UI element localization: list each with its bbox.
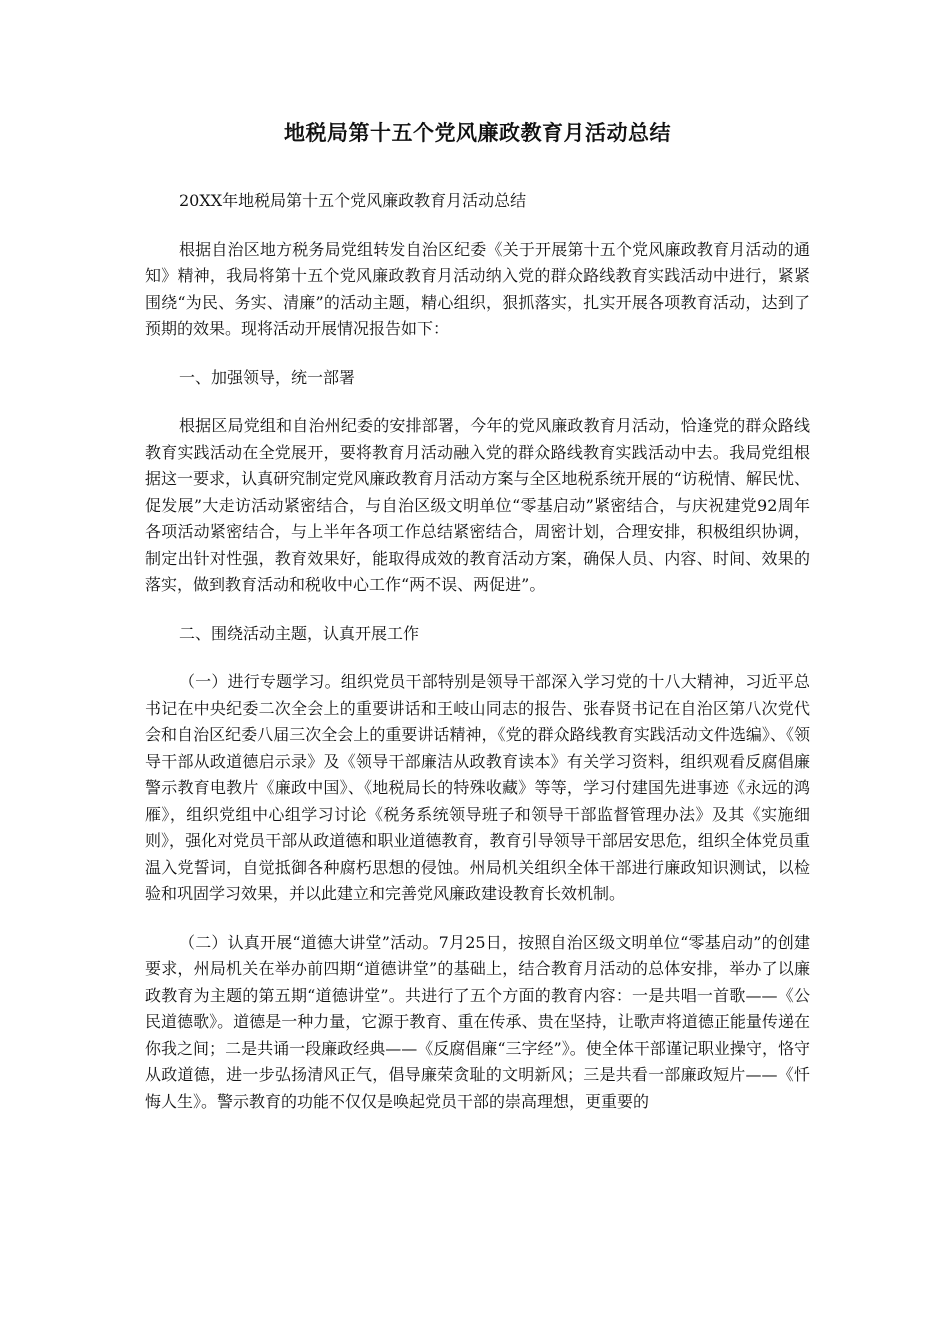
section-1-paragraph: 根据区局党组和自治州纪委的安排部署，今年的党风廉政教育月活动，恰逢党的群众路线教育实践活动在全党展开，要将教育月活动融入党的群众路线教育实践活动中去。我局党组根据这一要求，认真研究制定党风廉政教育月活动方案与全区地税系统开展的“访税情、解民忧、促发展”大走访活动紧密结合，与自治区级文明单位“零基启动”紧密结合，与庆祝建党92周年各项活动紧密结合，与上半年各项工作总结紧密结合，周密计划，合理安排，积极组织协调，制定出针对性强，教育效果好，能取得成效的教育活动方案，确保人员、内容、时间、效果的落实，做到教育活动和税收中心工作“两不误、两促进”。 [145, 416, 810, 594]
intro-paragraph: 根据自治区地方税务局党组转发自治区纪委《关于开展第十五个党风廉政教育月活动的通知》精神，我局将第十五个党风廉政教育月活动纳入党的群众路线教育实践活动中进行，紧紧围绕“为民、务实、清廉”的活动主题，精心组织，狠抓落实，扎实开展各项教育活动，达到了预期的效果。现将活动开展情况报告如下： [145, 239, 810, 338]
section-heading-2: 二、围绕活动主题，认真开展工作 [179, 623, 420, 643]
subtitle-paragraph: 20XX年地税局第十五个党风廉政教育月活动总结 [179, 191, 527, 210]
section-2-item-2-paragraph: （二）认真开展“道德大讲堂”活动。7月25日，按照自治区级文明单位“零基启动”的创建要求，州局机关在举办前四期“道德讲堂”的基础上，结合教育月活动的总体安排，举办了以廉政教育为主题的第五期“道德讲堂”。共进行了五个方面的教育内容：一是共唱一首歌——《公民道德歌》。道德是一种力量，它源于教育、重在传承、贵在坚持，让歌声将道德正能量传递在你我之间；二是共诵一段廉政经典——《反腐倡廉“三字经”》。使全体干部谨记职业操守，恪守从政道德，进一步弘扬清风正气，倡导廉荣贪耻的文明新风；三是共看一部廉政短片——《忏悔人生》。警示教育的功能不仅仅是唤起党员干部的崇高理想，更重要的 [145, 932, 810, 1111]
document-title: 地税局第十五个党风廉政教育月活动总结 [284, 120, 671, 145]
section-2-item-1-paragraph: （一）进行专题学习。组织党员干部特别是领导干部深入学习党的十八大精神，习近平总书记在中央纪委二次全会上的重要讲话和王岐山同志的报告、张春贤书记在自治区第八次党代会和自治区纪委八届三次全会上的重要讲话精神，《党的群众路线教育实践活动文件选编》、《领导干部从政道德启示录》及《领导干部廉洁从政教育读本》有关学习资料，组织观看反腐倡廉警示教育电教片《廉政中国》、《地税局长的特殊收藏》等等，学习付建国先进事迹《永远的鸿雁》，组织党组中心组学习讨论《税务系统领导班子和领导干部监督管理办法》及其《实施细则》，强化对党员干部从政道德和职业道德教育，教育引导领导干部居安思危，组织全体党员重温入党誓词，自觉抵御各种腐朽思想的侵蚀。州局机关组织全体干部进行廉政知识测试，以检验和巩固学习效果，并以此建立和完善党风廉政建设教育长效机制。 [145, 672, 810, 903]
section-heading-1: 一、加强领导，统一部署 [179, 367, 356, 387]
document-page [145, 118, 810, 1137]
